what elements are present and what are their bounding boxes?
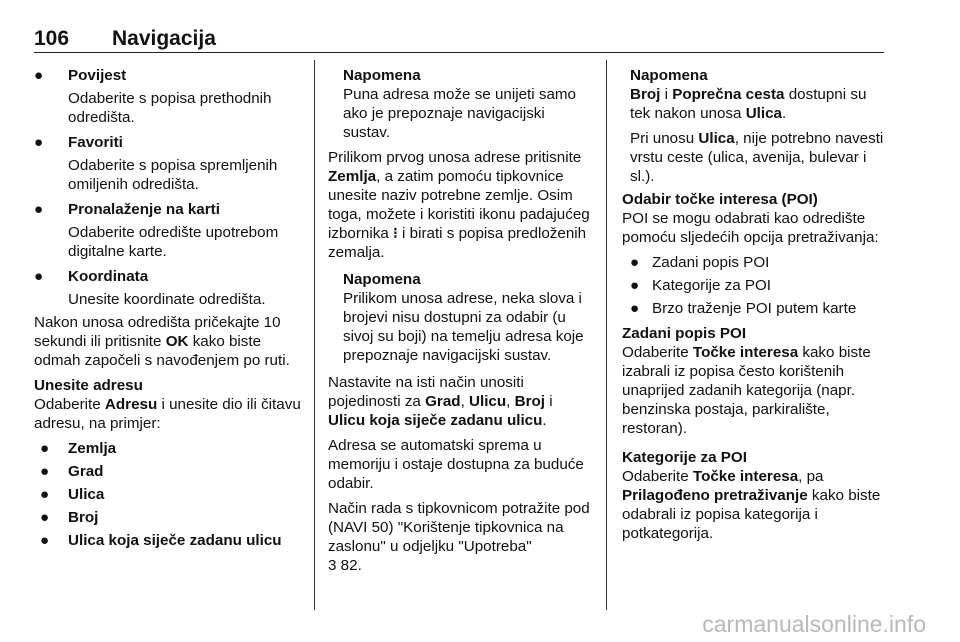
note-title: Napomena (343, 67, 421, 84)
note-box (630, 66, 888, 186)
note-text: Broj i Poprečna cesta dostupni su tek nakon unosa Ulica. (630, 86, 867, 122)
list-item: ● Pronalaženje na karti (34, 201, 220, 218)
paragraph: Nakon unosa odredišta pričekajte 10 sekundi ili pritisnite OK kako biste odmah započeli s navođenjem po ruti. (34, 314, 290, 369)
note-text: Puna adresa može se unijeti samo ako je prepoznaje navigacijski sustav. (343, 86, 577, 141)
list-item: ● Koordinata (34, 268, 149, 285)
list-item: ● Povijest (34, 67, 127, 84)
example-label: Ulica (68, 486, 105, 503)
note-text: Prilikom unosa adrese, neka slova i brojevi nisu dostupni za odabir (u sivoj su boji) na temelju adresa koje prepoznaje navigacijski sustav. (343, 290, 584, 364)
page-number: 106 (34, 27, 70, 50)
item-description: Unesite koordinate odredišta. (68, 291, 266, 308)
paragraph: Odaberite Točke interesa kako biste izabrali iz popisa često korištenih unaprijed zadanih kategorija (napr. benzinska postaja, parkiralište, restoran). (622, 344, 871, 437)
paragraph: POI se mogu odabrati kao odredište pomoću sljedećih opcija pretraživanja: (622, 210, 879, 246)
column-divider-2 (606, 60, 607, 610)
column-2 (328, 66, 592, 575)
column-3 (622, 66, 888, 543)
paragraph: Adresa se automatski sprema u memoriju i ostaje dostupna za buduće odabir. (328, 437, 584, 492)
page-reference: 82. (336, 557, 362, 574)
column-divider-1 (314, 60, 315, 610)
list-item: ● Grad (40, 463, 104, 480)
item-label: Pronalaženje na karti (68, 201, 220, 218)
item-label: Povijest (68, 67, 127, 84)
paragraph: Prilikom prvog unosa adrese pritisnite Zemlja, a zatim pomoću tipkovnice unesite naziv potrebne zemlje. Osim toga, možete i koristiti ikonu padajućeg izbornika ⁝ i birati s popisa predloženih zemalja. (328, 149, 590, 261)
list-item: ● Kategorije za POI (630, 277, 772, 294)
section-heading: Kategorije za POI (622, 449, 747, 466)
section-heading: Odabir točke interesa (POI) (622, 191, 818, 208)
paragraph: Odaberite Adresu i unesite dio ili čitavu adresu, na primjer: (34, 396, 301, 432)
page-title: Navigacija (112, 27, 216, 50)
note-title: Napomena (343, 271, 421, 288)
poi-option: Kategorije za POI (652, 277, 772, 294)
list-item: ● Zadani popis POI (630, 254, 770, 271)
item-label: Koordinata (68, 268, 149, 285)
paragraph: Nastavite na isti način unositi pojedinosti za Grad, Ulicu, Broj i Ulicu koja siječe zadanu ulicu. (328, 374, 553, 429)
poi-option: Zadani popis POI (652, 254, 770, 271)
note-text: Pri unosu Ulica, nije potrebno navesti vrstu ceste (ulica, avenija, bulevar i sl.). (630, 130, 884, 185)
list-item: ● Favoriti (34, 134, 123, 151)
paragraph: Način rada s tipkovnicom potražite pod (NAVI 50) "Korištenje tipkovnica na zaslonu" u odjeljku "Upotreba" 3 82. (328, 500, 590, 574)
dropdown-menu-icon: ⁝ (393, 225, 398, 242)
list-item: ● Brzo traženje POI putem karte (630, 300, 857, 317)
section-heading: Unesite adresu (34, 377, 143, 394)
list-item: ● Ulica (40, 486, 105, 503)
item-description: Odaberite s popisa spremljenih omiljenih odredišta. (68, 157, 278, 193)
item-description: Odaberite odredište upotrebom digitalne karte. (68, 224, 279, 260)
list-item: ● Ulica koja siječe zadanu ulicu (40, 532, 282, 549)
example-label: Ulica koja siječe zadanu ulicu (68, 532, 282, 549)
note-box (343, 270, 592, 365)
watermark: carmanualsonline.info (702, 611, 926, 637)
header-rule (34, 52, 884, 53)
page-ref-icon: 3 (328, 557, 337, 574)
item-description: Odaberite s popisa prethodnih odredišta. (68, 90, 272, 126)
note-title: Napomena (630, 67, 708, 84)
section-heading: Zadani popis POI (622, 325, 747, 342)
example-label: Broj (68, 509, 99, 526)
list-item: ● Zemlja (40, 440, 117, 457)
column-1 (34, 66, 302, 550)
list-item: ● Broj (40, 509, 99, 526)
note-box (343, 66, 592, 142)
paragraph: Odaberite Točke interesa, pa Prilagođeno pretraživanje kako biste odabrali iz popisa kategorija i potkategorija. (622, 468, 881, 542)
poi-option: Brzo traženje POI putem karte (652, 300, 857, 317)
example-label: Grad (68, 463, 104, 480)
item-label: Favoriti (68, 134, 123, 151)
example-label: Zemlja (68, 440, 117, 457)
page-header (34, 27, 216, 51)
